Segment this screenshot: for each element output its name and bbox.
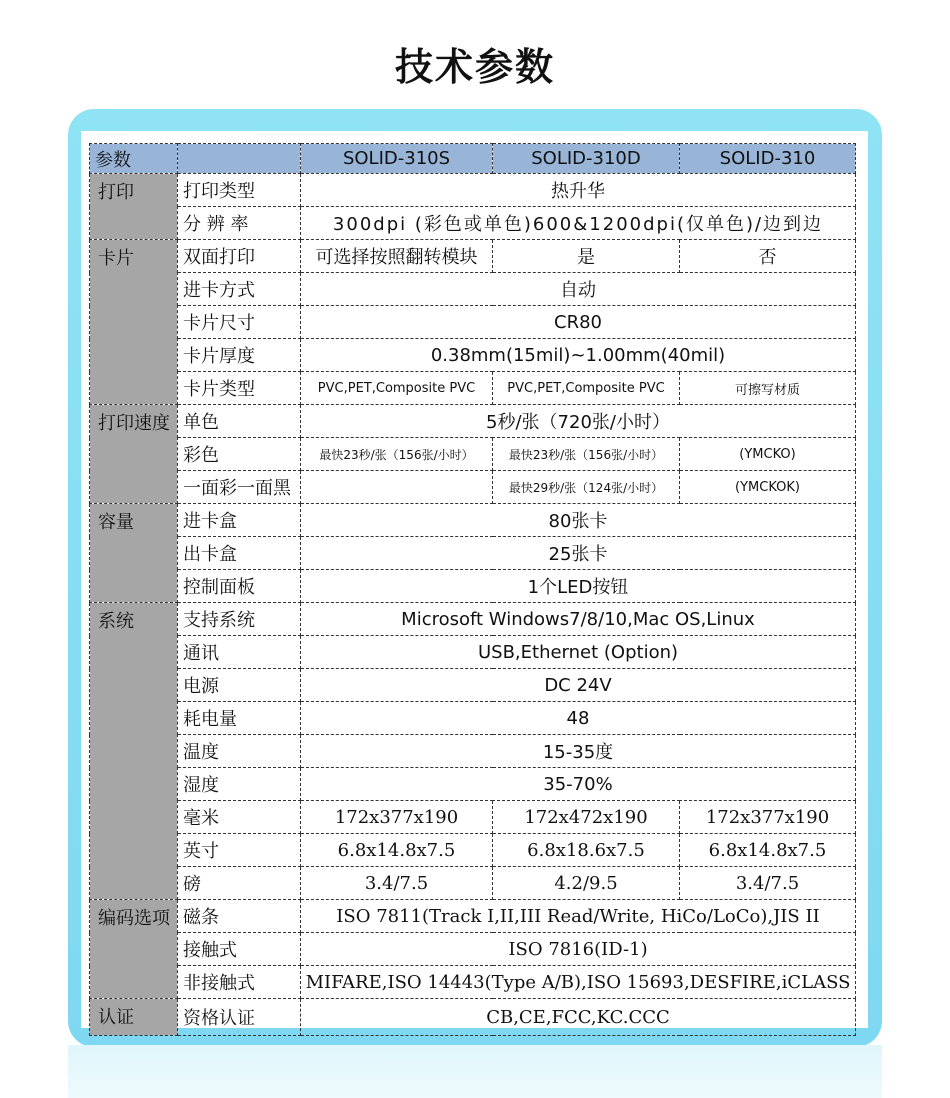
row-value: 可选择按照翻转模块 [301,240,493,273]
row-label: 接触式 [178,933,301,966]
category-cell: 认证 [90,999,178,1036]
row-value: (YMCKOK) [680,471,856,504]
row-label: 耗电量 [178,702,301,735]
table-row [90,273,856,306]
row-value: 4.2/9.5 [493,867,680,900]
page-title: 技术参数 [394,45,555,89]
table-row [90,867,856,900]
header-model: SOLID-310D [493,144,680,174]
table-row [90,438,856,471]
row-label: 双面打印 [178,240,301,273]
row-value: PVC,PET,Composite PVC [493,372,680,405]
row-label: 进卡方式 [178,273,301,306]
table-row [90,702,856,735]
table-row [90,504,856,537]
category-cell: 卡片 [90,240,178,405]
row-value: 最快23秒/张（156张/小时） [301,438,493,471]
row-label: 打印类型 [178,174,301,207]
table-row [90,570,856,603]
table-row [90,801,856,834]
row-label: 控制面板 [178,570,301,603]
row-label: 单色 [178,405,301,438]
row-value: 最快23秒/张（156张/小时） [493,438,680,471]
row-value: 300dpi (彩色或单色)600&1200dpi(仅单色)/边到边 [301,207,856,240]
table-row [90,240,856,273]
table-row [90,207,856,240]
spec-table [89,143,856,1036]
table-row [90,966,856,999]
row-label: 一面彩一面黑 [178,471,301,504]
row-value: 自动 [301,273,856,306]
row-label: 英寸 [178,834,301,867]
header-model: SOLID-310 [680,144,856,174]
row-label: 磁条 [178,900,301,933]
table-row [90,603,856,636]
table-row [90,174,856,207]
row-label: 卡片类型 [178,372,301,405]
row-label: 非接触式 [178,966,301,999]
table-row [90,669,856,702]
row-value: 0.38mm(15mil)~1.00mm(40mil) [301,339,856,372]
table-row [90,471,856,504]
header-param: 参数 [90,144,178,174]
row-value: 最快29秒/张（124张/小时） [493,471,680,504]
row-value: 172x472x190 [493,801,680,834]
row-value: 5秒/张（720张/小时） [301,405,856,438]
row-value: MIFARE,ISO 14443(Type A/B),ISO 15693,DESFIRE,iCLASS [301,966,856,999]
row-label: 温度 [178,735,301,768]
row-value: USB,Ethernet (Option) [301,636,856,669]
row-value: 3.4/7.5 [680,867,856,900]
row-value: 6.8x14.8x7.5 [680,834,856,867]
row-value: ISO 7811(Track I,II,III Read/Write, HiCo/LoCo),JIS II [301,900,856,933]
category-cell: 系统 [90,603,178,900]
category-cell: 打印速度 [90,405,178,504]
row-value: 1个LED按钮 [301,570,856,603]
row-label: 分 辨 率 [178,207,301,240]
row-label: 资格认证 [178,999,301,1036]
row-label: 卡片厚度 [178,339,301,372]
table-header-row [90,144,856,174]
table-row [90,834,856,867]
row-label: 支持系统 [178,603,301,636]
category-cell: 容量 [90,504,178,603]
header-model: SOLID-310S [301,144,493,174]
table-row [90,768,856,801]
table-row [90,339,856,372]
row-label: 出卡盒 [178,537,301,570]
table-row [90,999,856,1036]
row-label: 湿度 [178,768,301,801]
row-label: 卡片尺寸 [178,306,301,339]
table-row [90,537,856,570]
table-row [90,405,856,438]
row-value: ISO 7816(ID-1) [301,933,856,966]
row-value: 25张卡 [301,537,856,570]
row-value: (YMCKO) [680,438,856,471]
table-row [90,372,856,405]
row-value: 热升华 [301,174,856,207]
bottom-band [68,1045,882,1098]
row-label: 彩色 [178,438,301,471]
row-value: 172x377x190 [301,801,493,834]
table-row [90,900,856,933]
table-row [90,933,856,966]
row-value: 172x377x190 [680,801,856,834]
table-row [90,735,856,768]
header-blank [178,144,301,174]
table-row [90,636,856,669]
row-value: PVC,PET,Composite PVC [301,372,493,405]
table-row [90,306,856,339]
row-value [301,471,493,504]
row-label: 电源 [178,669,301,702]
row-value: DC 24V [301,669,856,702]
row-value: 6.8x14.8x7.5 [301,834,493,867]
row-label: 毫米 [178,801,301,834]
row-value: Microsoft Windows7/8/10,Mac OS,Linux [301,603,856,636]
row-label: 通讯 [178,636,301,669]
row-value: 可擦写材质 [680,372,856,405]
row-value: 48 [301,702,856,735]
row-label: 进卡盒 [178,504,301,537]
row-value: 是 [493,240,680,273]
row-value: 3.4/7.5 [301,867,493,900]
row-value: 否 [680,240,856,273]
row-value: CB,CE,FCC,KC.CCC [301,999,856,1036]
row-label: 磅 [178,867,301,900]
row-value: CR80 [301,306,856,339]
category-cell: 编码选项 [90,900,178,999]
row-value: 35-70% [301,768,856,801]
row-value: 15-35度 [301,735,856,768]
row-value: 6.8x18.6x7.5 [493,834,680,867]
category-cell: 打印 [90,174,178,240]
row-value: 80张卡 [301,504,856,537]
